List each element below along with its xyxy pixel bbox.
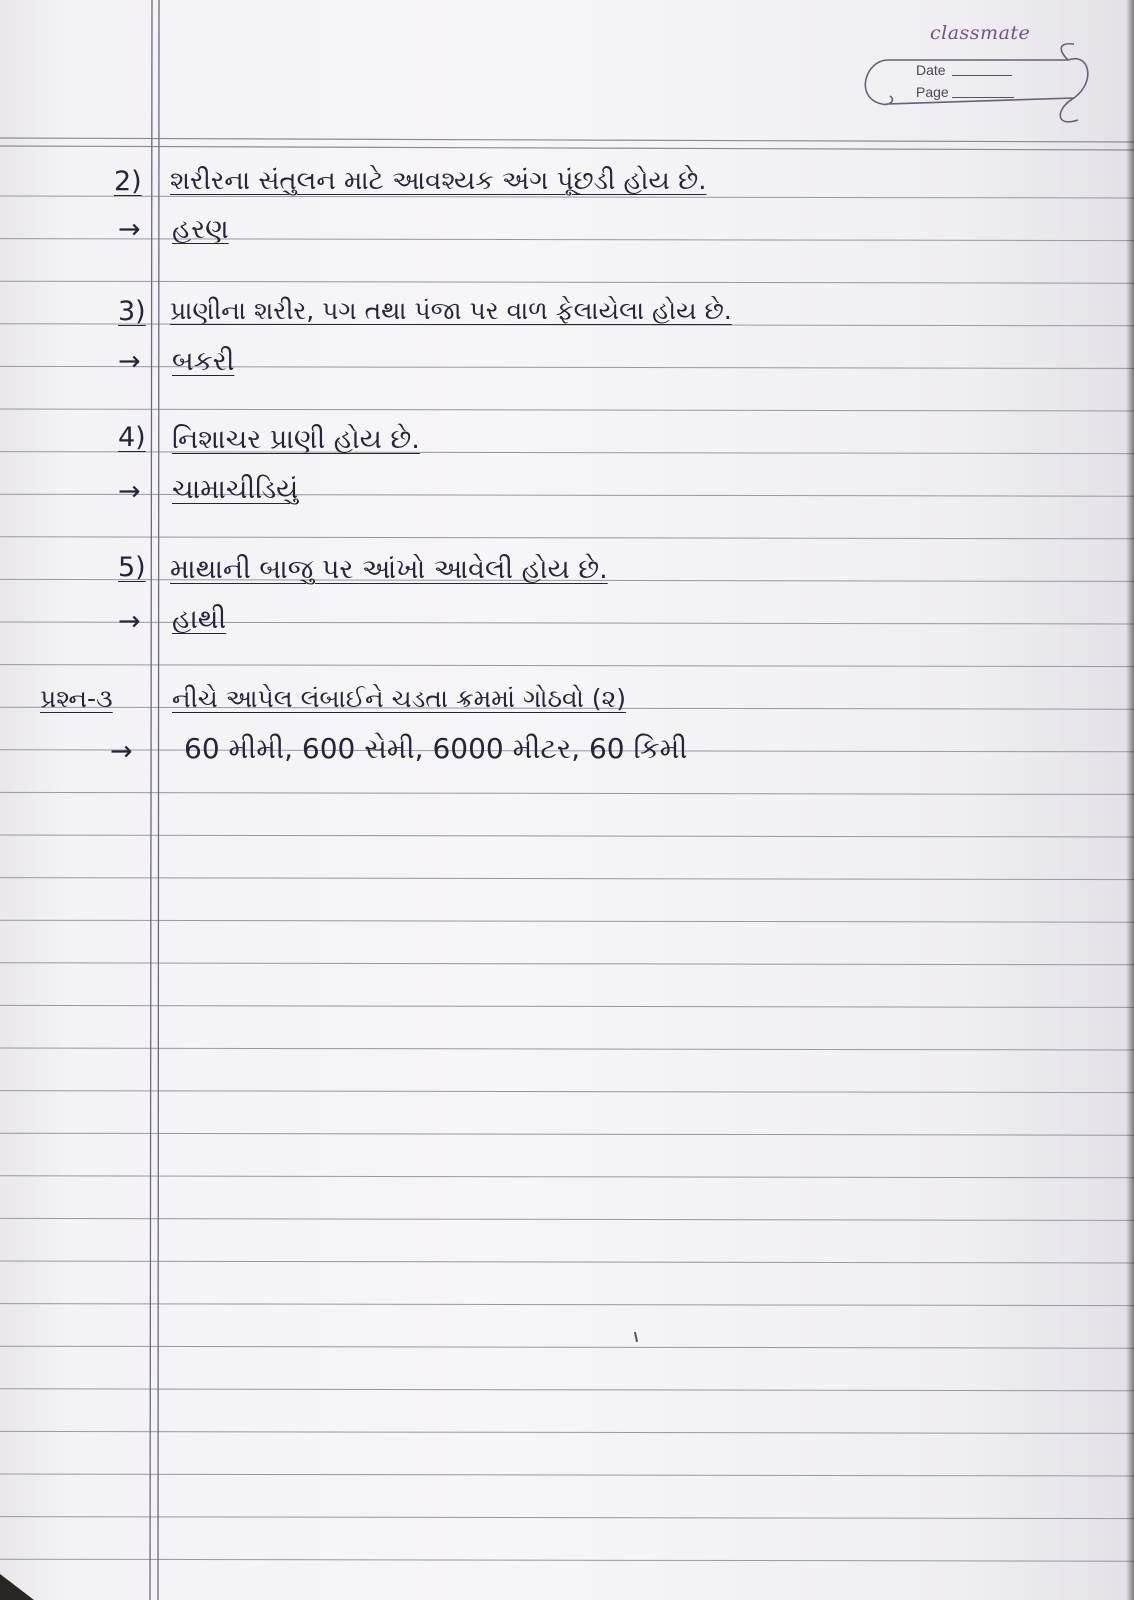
page-line xyxy=(952,97,1014,98)
ruled-line xyxy=(0,1559,1134,1561)
date-label: Date xyxy=(916,62,946,78)
ruled-line xyxy=(0,1005,1134,1007)
note-3-answer: ચામાચીડિયું xyxy=(172,474,299,505)
note-1-number: 2) xyxy=(114,166,142,197)
ruled-line xyxy=(0,665,1134,667)
ruled-line xyxy=(0,1517,1134,1519)
note-4-arrow: → xyxy=(118,606,141,637)
page-corner-shadow xyxy=(0,1574,34,1600)
question-arrow: → xyxy=(110,736,133,767)
note-3-arrow: → xyxy=(118,476,141,507)
ruled-line xyxy=(0,963,1134,965)
ruled-line xyxy=(0,1474,1134,1476)
ruled-line xyxy=(0,622,1134,624)
date-line xyxy=(952,75,1012,76)
note-1-answer: હરણ xyxy=(172,214,229,245)
date-page-box xyxy=(860,38,1092,126)
question-text: નીચે આપેલ લંબાઈને ચડતા ક્રમમાં ગોઠવો (૨) xyxy=(172,684,626,713)
ruled-line xyxy=(0,1133,1134,1135)
ruled-line xyxy=(0,920,1134,922)
ruled-line xyxy=(0,366,1134,368)
note-2-arrow: → xyxy=(118,346,141,377)
ruled-line xyxy=(0,1048,1134,1050)
ruled-line xyxy=(0,1218,1134,1220)
ruled-line xyxy=(0,1431,1134,1433)
ruled-line xyxy=(0,878,1134,880)
note-4-text: માથાની બાજુ પર આંખો આવેલી હોય છે. xyxy=(170,554,608,585)
ruled-line xyxy=(0,494,1134,496)
note-2-text: પ્રાણીના શરીર, પગ તથા પંજા પર વાળ ફેલાયેલા હોય છે. xyxy=(170,296,732,325)
note-2-number: 3) xyxy=(118,296,146,327)
ruled-line xyxy=(0,1304,1134,1306)
page-label: Page xyxy=(916,84,949,100)
note-3-text: નિશાચર પ્રાણી હોય છે. xyxy=(172,424,420,455)
page-edge-shadow xyxy=(1126,0,1134,1600)
ruled-line xyxy=(0,239,1134,241)
note-1-text: શરીરના સંતુલન માટે આવશ્યક અંગ પૂંછડી હોય છે. xyxy=(170,166,707,196)
ruled-line xyxy=(0,792,1134,794)
note-1-arrow: → xyxy=(118,214,141,245)
ruled-line xyxy=(0,281,1134,283)
ruled-line xyxy=(0,1091,1134,1093)
question-label: પ્રશ્ન-૩ xyxy=(40,684,113,713)
ruled-line xyxy=(0,537,1134,539)
ruled-line xyxy=(0,452,1134,454)
brand-logo: classmate xyxy=(930,22,1031,44)
question-answer: 60 મીમી, 600 સેમી, 6000 મીટર, 60 કિમી xyxy=(184,732,688,765)
ruled-line xyxy=(0,835,1134,837)
note-4-number: 5) xyxy=(118,552,146,583)
ruled-line xyxy=(0,409,1134,411)
ruled-line xyxy=(0,1389,1134,1391)
note-2-answer: બકરી xyxy=(172,346,235,377)
ruled-line xyxy=(0,1346,1134,1348)
date-box-border xyxy=(860,38,1092,126)
ruled-line xyxy=(0,1261,1134,1263)
ruled-line xyxy=(0,1176,1134,1178)
note-3-number: 4) xyxy=(118,422,146,453)
note-4-answer: હાથી xyxy=(172,604,227,635)
